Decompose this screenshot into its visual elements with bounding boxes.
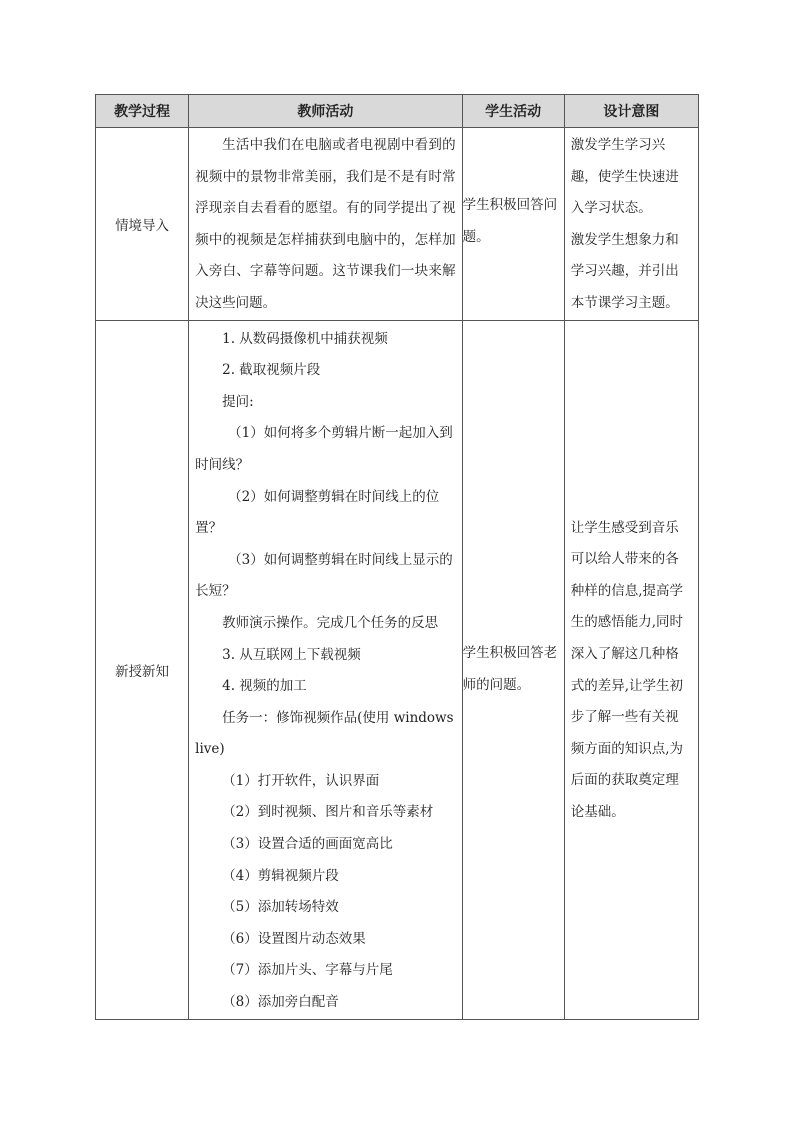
table-row [96,320,699,1019]
teacher-task-step: （7）添加片头、字幕与片尾 [222,962,393,979]
teacher-question: （3）如何调整剪辑在时间线上显示的长短？ [195,551,453,600]
design-intent-cell [564,128,698,321]
header-design-intent: 设计意图 [564,95,698,128]
teacher-step: 3. 从互联网上下载视频 [222,646,361,663]
teacher-task-step: （1）打开软件，认识界面 [222,772,380,789]
table-row [96,128,699,321]
teacher-task-step: （8）添加旁白配音 [222,994,339,1011]
stage-cell: 情境导入 [96,128,189,321]
teacher-question: （2）如何调整剪辑在时间线上的位置？ [195,488,440,537]
student-activity-cell [462,128,564,321]
teacher-task-step: （4）剪辑视频片段 [222,867,339,884]
header-teacher-activity: 教师活动 [189,95,462,128]
teacher-step: 1. 从数码摄像机中捕获视频 [222,330,388,347]
teacher-activity-cell [189,320,462,1019]
teacher-paragraph: 生活中我们在电脑或者电视剧中看到的视频中的景物非常美丽，我们是不是有时常浮现亲自去看看的愿望。有的同学提出了视频中的视频是怎样捕获到电脑中的，怎样加入旁白、字幕等问题。这节课我们一块来解决这些问题。 [195,137,456,311]
header-student-activity: 学生活动 [462,95,564,128]
teacher-task-step: （6）设置图片动态效果 [222,930,366,947]
teacher-step: 4. 视频的加工 [222,678,307,695]
teacher-task-step: （5）添加转场特效 [222,899,339,916]
table-header-row [96,95,699,128]
teacher-step: 提问: [222,393,254,410]
design-intent-cell [564,320,698,1019]
design-text: 激发学生想象力和学习兴趣，并引出本节课学习主题。 [570,231,679,311]
header-teaching-process: 教学过程 [96,95,189,128]
student-text: 学生积极回答老师的问题。 [462,645,558,693]
teacher-task-step: （3）设置合适的画面宽高比 [222,836,393,853]
lesson-plan-table [95,94,699,1020]
teacher-step: 2. 截取视频片段 [222,362,321,379]
teacher-activity-cell [189,128,462,321]
teacher-question: （1）如何将多个剪辑片断一起加入到时间线？ [195,425,453,473]
teacher-step: 教师演示操作。完成几个任务的反思 [222,614,439,631]
teacher-task-step: （2）到时视频、图片和音乐等素材 [222,804,434,821]
teacher-task: 任务一：修饰视频作品(使用 windows live) [195,709,454,758]
design-text: 激发学生学习兴趣，使学生快速进入学习状态。 [570,137,679,217]
design-text: 让学生感受到音乐可以给人带来的各种样的信息,提高学生的感悟能力,同时深入了解这几种格式的差异,让学生初步了解一些有关视频方面的知识点,为后面的获取奠定理论基础。 [570,519,684,820]
student-activity-cell [462,320,564,1019]
student-text: 学生积极回答问题。 [462,197,558,245]
stage-cell: 新授新知 [96,320,189,1019]
